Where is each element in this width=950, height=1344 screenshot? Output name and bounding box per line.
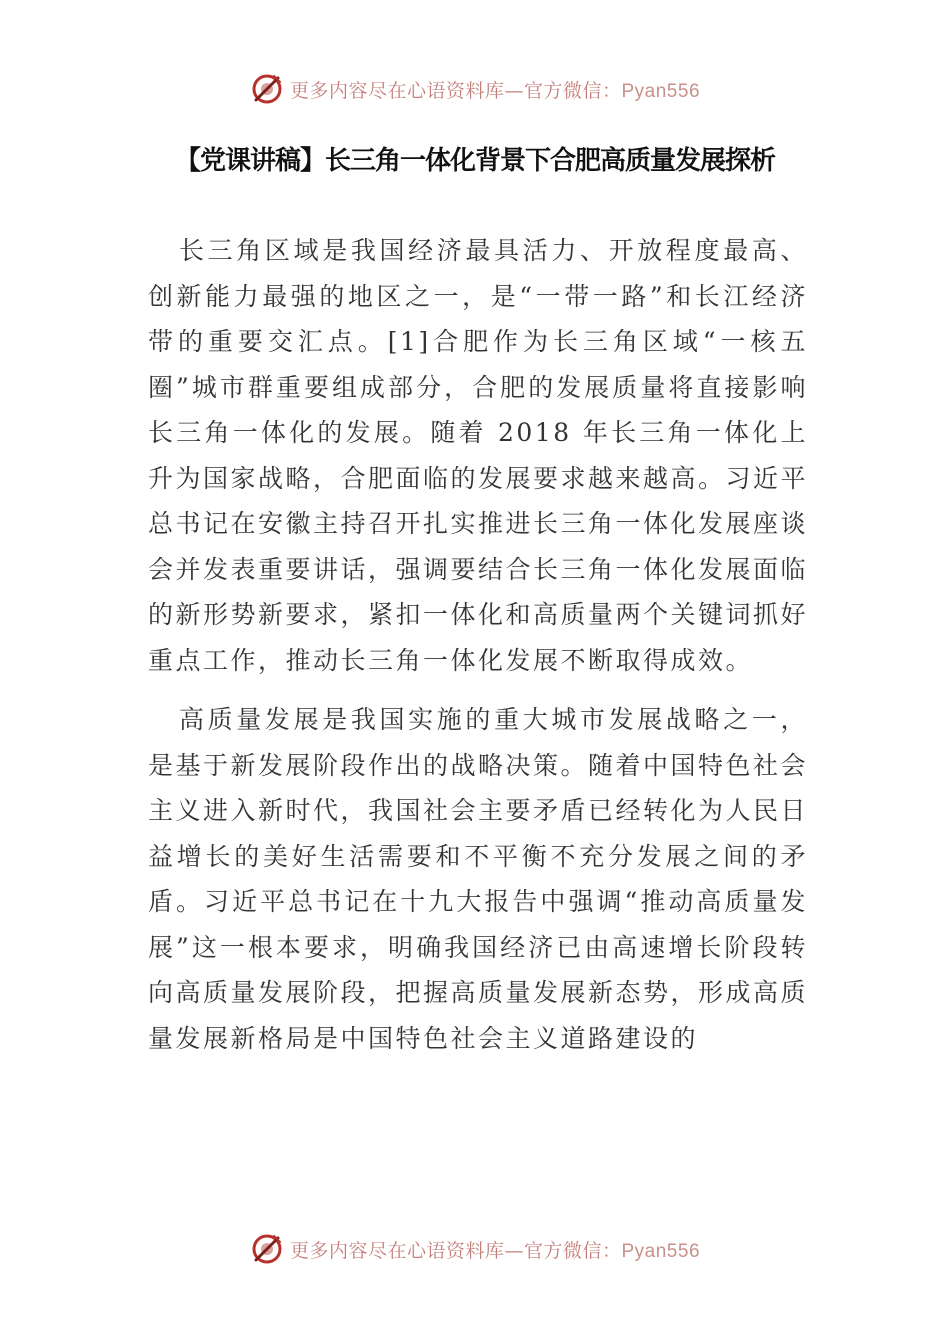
- watermark-text: 更多内容尽在心语资料库—官方微信：Pyan556: [289, 79, 701, 102]
- header-watermark: [0, 72, 950, 106]
- brush-logo-icon: [250, 72, 284, 106]
- body-paragraph-1: 长三角区域是我国经济最具活力、开放程度最高、创新能力最强的地区之一，是“一带一路”和长江经济带的重要交汇点。[1]合肥作为长三角区域“一核五圈”城市群重要组成部分，合肥的发展质量将直接影响长三角一体化的发展。随着 2018 年长三角一体化上升为国家战略，合肥面临的发展要求越来越高。习近平总书记在安徽主持召开扎实推进长三角一体化发展座谈会并发表重要讲话，强调要结合长三角一体化发展面临的新形势新要求，紧扣一体化和高质量两个关键词抓好重点工作，推动长三角一体化发展不断取得成效。: [148, 236, 809, 675]
- document-title: 【党课讲稿】长三角一体化背景下合肥高质量发展探析: [174, 146, 775, 176]
- document-body: [148, 228, 808, 1075]
- watermark-text: 更多内容尽在心语资料库—官方微信：Pyan556: [289, 1239, 701, 1262]
- body-paragraph-2: 高质量发展是我国实施的重大城市发展战略之一，是基于新发展阶段作出的战略决策。随着中国特色社会主义进入新时代，我国社会主要矛盾已经转化为人民日益增长的美好生活需要和不平衡不充分发展之间的矛盾。习近平总书记在十九大报告中强调“推动高质量发展”这一根本要求，明确我国经济已由高速增长阶段转向高质量发展阶段，把握高质量发展新态势，形成高质量发展新格局是中国特色社会主义道路建设的: [148, 705, 809, 1053]
- brush-logo-icon: [250, 1232, 284, 1266]
- footer-watermark: [0, 1232, 950, 1266]
